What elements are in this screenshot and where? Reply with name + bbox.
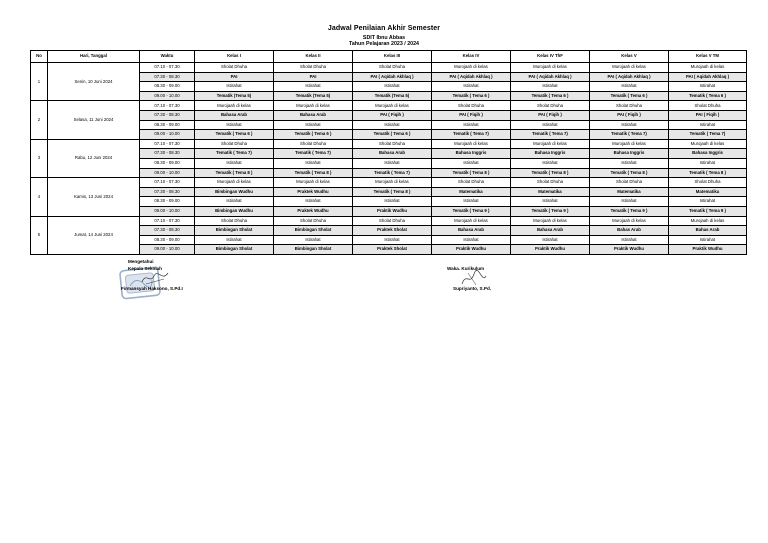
time-slot: 08.30 - 09.00 bbox=[140, 235, 195, 245]
subject-cell: Tematik ( Tema 8 ) bbox=[195, 168, 274, 178]
subject-cell: Tematik ( Tema 9 ) bbox=[669, 206, 747, 216]
subject-cell: Tematik ( Tema 7) bbox=[432, 130, 511, 140]
subject-cell: Tematik (Tema 5) bbox=[353, 91, 432, 101]
acknowledge-label: Mengetahui bbox=[128, 259, 154, 264]
subject-cell: Istirahat bbox=[195, 235, 274, 245]
subject-cell: Sholat Dhuha bbox=[353, 139, 432, 149]
subject-cell: Tematik (Tema 5) bbox=[274, 91, 353, 101]
day-number: 5 bbox=[31, 216, 48, 254]
subject-cell: Istirahat bbox=[195, 82, 274, 92]
column-header: No bbox=[31, 51, 48, 63]
subject-cell: PAI ( Aqidah Akhlaq ) bbox=[590, 72, 669, 82]
subject-cell: Murojaah di kelas bbox=[669, 139, 747, 149]
subject-cell: Murojaah di kelas bbox=[590, 139, 669, 149]
subject-cell: Bahas Arab bbox=[669, 226, 747, 236]
subject-cell: Istirahat bbox=[432, 158, 511, 168]
time-slot: 07.30 - 08.30 bbox=[140, 110, 195, 120]
subject-cell: Sholat Dhuha bbox=[353, 216, 432, 226]
subject-cell: Istirahat bbox=[274, 120, 353, 130]
subject-cell: Tematik ( Tema 9 ) bbox=[511, 206, 590, 216]
time-slot: 07.30 - 08.30 bbox=[140, 226, 195, 236]
subject-cell: Istirahat bbox=[669, 197, 747, 207]
table-row bbox=[31, 63, 747, 73]
subject-cell: Murojaah di kelas bbox=[195, 101, 274, 111]
subject-cell: Istirahat bbox=[511, 197, 590, 207]
subject-cell: Istirahat bbox=[195, 158, 274, 168]
subject-cell: Murojaah di kelas bbox=[274, 101, 353, 111]
subject-cell: Istirahat bbox=[669, 120, 747, 130]
subject-cell: Murojaah di kelas bbox=[432, 63, 511, 73]
subject-cell: Tematik ( Tema 7) bbox=[590, 130, 669, 140]
subject-cell: Bahasa Inggris bbox=[511, 149, 590, 159]
time-slot: 07.10 - 07.30 bbox=[140, 101, 195, 111]
subject-cell: Murojaah di kelas bbox=[353, 101, 432, 111]
column-header: Kelas IV ThF bbox=[511, 51, 590, 63]
subject-cell: Tematik ( Tema 9 ) bbox=[590, 206, 669, 216]
subject-cell: PAI bbox=[195, 72, 274, 82]
time-slot: 08.30 - 09.00 bbox=[140, 158, 195, 168]
column-header: Waktu bbox=[140, 51, 195, 63]
headmaster-signature-icon bbox=[140, 270, 170, 286]
subject-cell: Tematik ( Tema 8 ) bbox=[511, 168, 590, 178]
subject-cell: Sholat Dhuha bbox=[274, 63, 353, 73]
day-date: Senin, 10 Juni 2024 bbox=[48, 63, 140, 101]
subject-cell: Sholat Dhuha bbox=[274, 139, 353, 149]
subject-cell: Tematik ( Tema 9 ) bbox=[432, 206, 511, 216]
subject-cell: Tematik ( Tema 7) bbox=[353, 168, 432, 178]
subject-cell: Murojaah di kelas bbox=[590, 216, 669, 226]
subject-cell: Praktik Wudhu bbox=[590, 245, 669, 255]
subject-cell: Praktik Wudhu bbox=[511, 245, 590, 255]
subject-cell: Tematik ( Tema 6 ) bbox=[669, 91, 747, 101]
subject-cell: PAI ( Fiqih ) bbox=[353, 110, 432, 120]
column-header: Hari, Tanggal bbox=[48, 51, 140, 63]
subject-cell: Sholat Dhuha bbox=[274, 216, 353, 226]
subject-cell: Istirahat bbox=[511, 120, 590, 130]
subject-cell: Istirahat bbox=[590, 235, 669, 245]
subject-cell: PAI ( Fiqih ) bbox=[432, 110, 511, 120]
subject-cell: Istirahat bbox=[274, 158, 353, 168]
document-title: Jadwal Penilaian Akhir Semester bbox=[327, 25, 441, 32]
day-date: Selasa, 11 Juni 2024 bbox=[48, 101, 140, 139]
subject-cell: Bimbingan Sholat bbox=[195, 226, 274, 236]
subject-cell: Bahasa Arab bbox=[195, 110, 274, 120]
subject-cell: Tematik (Tema 5) bbox=[195, 91, 274, 101]
time-slot: 08.30 - 09.00 bbox=[140, 197, 195, 207]
time-slot: 07.30 - 08.30 bbox=[140, 72, 195, 82]
subject-cell: Sholat Dhuha bbox=[590, 178, 669, 188]
subject-cell: Murojaah di kelas bbox=[274, 178, 353, 188]
subject-cell: Tematik ( Tema 7) bbox=[195, 149, 274, 159]
subject-cell: Praktik Wudhu bbox=[353, 206, 432, 216]
day-number: 1 bbox=[31, 63, 48, 101]
subject-cell: PAI ( Aqidah Akhlaq ) bbox=[511, 72, 590, 82]
subject-cell: Tematik ( Tema 6 ) bbox=[195, 130, 274, 140]
day-date: Jumat, 14 Juni 2024 bbox=[48, 216, 140, 254]
subject-cell: Istirahat bbox=[274, 82, 353, 92]
day-number: 4 bbox=[31, 178, 48, 216]
time-slot: 09.00 - 10.00 bbox=[140, 130, 195, 140]
subject-cell: Praktik Wudhu bbox=[432, 245, 511, 255]
subject-cell: Tematik ( Tema 6 ) bbox=[432, 91, 511, 101]
day-number: 2 bbox=[31, 101, 48, 139]
subject-cell: Murojaah di kelas bbox=[432, 216, 511, 226]
subject-cell: Bahasa Inggris bbox=[432, 149, 511, 159]
subject-cell: Sholat Dhuha bbox=[195, 216, 274, 226]
subject-cell: Bahasa Arab bbox=[274, 110, 353, 120]
subject-cell: Bahas Arab bbox=[590, 226, 669, 236]
subject-cell: Istirahat bbox=[432, 197, 511, 207]
table-row bbox=[31, 101, 747, 111]
time-slot: 08.30 - 09.00 bbox=[140, 82, 195, 92]
subject-cell: Tematik ( Tema 8 ) bbox=[432, 168, 511, 178]
column-header: Kelas III bbox=[353, 51, 432, 63]
subject-cell: Tematik ( Tema 8 ) bbox=[353, 187, 432, 197]
subject-cell: Istirahat bbox=[274, 235, 353, 245]
subject-cell: Istirahat bbox=[353, 235, 432, 245]
subject-cell: Sholat Dhuha bbox=[669, 178, 747, 188]
subject-cell: Bahasa Arab bbox=[432, 226, 511, 236]
subject-cell: Istirahat bbox=[669, 158, 747, 168]
subject-cell: Tematik ( Tema 8 ) bbox=[274, 168, 353, 178]
academic-year: Tahun Pelajaran 2023 / 2024 bbox=[349, 41, 419, 47]
subject-cell: Murojaah di kelas bbox=[511, 216, 590, 226]
subject-cell: PAI ( Aqidah Akhlaq ) bbox=[669, 72, 747, 82]
subject-cell: Istirahat bbox=[590, 197, 669, 207]
subject-cell: Tematik ( Tema 6 ) bbox=[274, 130, 353, 140]
subject-cell: Matematika bbox=[432, 187, 511, 197]
curriculum-title: Waka. Kurikulum bbox=[447, 266, 485, 271]
subject-cell: PAI ( Fiqih ) bbox=[590, 110, 669, 120]
day-date: Rabu, 12 Juni 2024 bbox=[48, 139, 140, 177]
subject-cell: Murojaah di kelas bbox=[511, 63, 590, 73]
subject-cell: Istirahat bbox=[195, 197, 274, 207]
subject-cell: Tematik ( Tema 6 ) bbox=[590, 91, 669, 101]
subject-cell: Tematik ( Tema 7) bbox=[274, 149, 353, 159]
table-row bbox=[31, 139, 747, 149]
subject-cell: Istirahat bbox=[353, 158, 432, 168]
subject-cell: Sholat Dhuha bbox=[511, 178, 590, 188]
subject-cell: Bimbingan Wudhu bbox=[195, 206, 274, 216]
subject-cell: Istirahat bbox=[511, 82, 590, 92]
time-slot: 08.30 - 09.00 bbox=[140, 120, 195, 130]
subject-cell: Bimbingan Sholat bbox=[195, 245, 274, 255]
subject-cell: Praktek Wudhu bbox=[274, 187, 353, 197]
subject-cell: Bimbingan Sholat bbox=[274, 226, 353, 236]
time-slot: 07.10 - 07.30 bbox=[140, 216, 195, 226]
subject-cell: Murojaah di kelas bbox=[669, 216, 747, 226]
subject-cell: Sholat Dhuha bbox=[195, 139, 274, 149]
subject-cell: Praktek Sholat bbox=[353, 226, 432, 236]
subject-cell: PAI ( Fiqih ) bbox=[511, 110, 590, 120]
curriculum-name: Supriyanto, S.Pd. bbox=[453, 286, 492, 291]
subject-cell: Istirahat bbox=[511, 158, 590, 168]
time-slot: 07.30 - 08.30 bbox=[140, 187, 195, 197]
subject-cell: Praktek Wudhu bbox=[274, 206, 353, 216]
subject-cell: Sholat Dhuha bbox=[432, 178, 511, 188]
subject-cell: Istirahat bbox=[353, 120, 432, 130]
subject-cell: Murojaah di kelas bbox=[511, 139, 590, 149]
subject-cell: Matematika bbox=[669, 187, 747, 197]
subject-cell: PAI ( Fiqih ) bbox=[669, 110, 747, 120]
subject-cell: PAI ( Aqidah Akhlaq ) bbox=[353, 72, 432, 82]
subject-cell: Sholat Dhuha bbox=[195, 63, 274, 73]
subject-cell: Tematik ( Tema 6 ) bbox=[511, 91, 590, 101]
subject-cell: Istirahat bbox=[590, 120, 669, 130]
subject-cell: Tematik ( Tema 8 ) bbox=[669, 168, 747, 178]
subject-cell: Istirahat bbox=[432, 82, 511, 92]
subject-cell: Istirahat bbox=[590, 82, 669, 92]
subject-cell: Istirahat bbox=[432, 235, 511, 245]
subject-cell: Murojaah di kelas bbox=[353, 178, 432, 188]
subject-cell: Bimbingan Wudhu bbox=[195, 187, 274, 197]
headmaster-title: Kepala Sekolah bbox=[128, 266, 162, 271]
header-row bbox=[31, 51, 747, 63]
subject-cell: Murojaah di kelas bbox=[432, 139, 511, 149]
column-header: Kelas II bbox=[274, 51, 353, 63]
exam-schedule-table bbox=[30, 50, 747, 255]
subject-cell: Bahasa Inggris bbox=[669, 149, 747, 159]
subject-cell: Tematik ( Tema 8 ) bbox=[590, 168, 669, 178]
subject-cell: Bahasa Arab bbox=[353, 149, 432, 159]
column-header: Kelas V TM bbox=[669, 51, 747, 63]
subject-cell: Tematik ( Tema 7) bbox=[669, 130, 747, 140]
headmaster-name: Firmansyah Haksono, S.Pd.I bbox=[121, 286, 183, 291]
time-slot: 07.10 - 07.30 bbox=[140, 139, 195, 149]
table-row bbox=[31, 178, 747, 188]
subject-cell: Istirahat bbox=[353, 197, 432, 207]
subject-cell: Bahasa Inggris bbox=[590, 149, 669, 159]
subject-cell: Istirahat bbox=[274, 197, 353, 207]
column-header: Kelas I bbox=[195, 51, 274, 63]
subject-cell: Tematik ( Tema 7) bbox=[511, 130, 590, 140]
time-slot: 09.00 - 10.00 bbox=[140, 245, 195, 255]
subject-cell: Sholat Dhuha bbox=[432, 101, 511, 111]
subject-cell: Istirahat bbox=[590, 158, 669, 168]
subject-cell: Sholat Dhuha bbox=[511, 101, 590, 111]
subject-cell: PAI ( Aqidah Akhlaq ) bbox=[432, 72, 511, 82]
column-header: Kelas V bbox=[590, 51, 669, 63]
time-slot: 07.30 - 08.30 bbox=[140, 149, 195, 159]
subject-cell: Istirahat bbox=[669, 235, 747, 245]
subject-cell: Murojaah di kelas bbox=[590, 63, 669, 73]
subject-cell: Istirahat bbox=[432, 120, 511, 130]
time-slot: 09.00 - 10.00 bbox=[140, 91, 195, 101]
day-number: 3 bbox=[31, 139, 48, 177]
column-header: Kelas IV bbox=[432, 51, 511, 63]
subject-cell: Murojaah di kelas bbox=[669, 63, 747, 73]
day-date: Kamis, 13 Juni 2024 bbox=[48, 178, 140, 216]
subject-cell: Bahasa Arab bbox=[511, 226, 590, 236]
subject-cell: Tematik ( Tema 6 ) bbox=[353, 130, 432, 140]
subject-cell: Matematika bbox=[590, 187, 669, 197]
subject-cell: Bimbingan Sholat bbox=[274, 245, 353, 255]
subject-cell: Sholat Dhuha bbox=[669, 101, 747, 111]
subject-cell: Istirahat bbox=[669, 82, 747, 92]
subject-cell: Praktik Wudhu bbox=[669, 245, 747, 255]
time-slot: 09.00 - 10.00 bbox=[140, 206, 195, 216]
subject-cell: Istirahat bbox=[195, 120, 274, 130]
subject-cell: Istirahat bbox=[511, 235, 590, 245]
subject-cell: Sholat Dhuha bbox=[353, 63, 432, 73]
school-name: SDIT Ibnu Abbas bbox=[362, 35, 406, 41]
subject-cell: Praktek Sholat bbox=[353, 245, 432, 255]
subject-cell: Sholat Dhuha bbox=[590, 101, 669, 111]
subject-cell: PAI bbox=[274, 72, 353, 82]
subject-cell: Matematika bbox=[511, 187, 590, 197]
time-slot: 07.10 - 07.30 bbox=[140, 178, 195, 188]
time-slot: 09.00 - 10.00 bbox=[140, 168, 195, 178]
time-slot: 07.10 - 07.30 bbox=[140, 63, 195, 73]
table-row bbox=[31, 216, 747, 226]
subject-cell: Istirahat bbox=[353, 82, 432, 92]
subject-cell: Murojaah di kelas bbox=[195, 178, 274, 188]
